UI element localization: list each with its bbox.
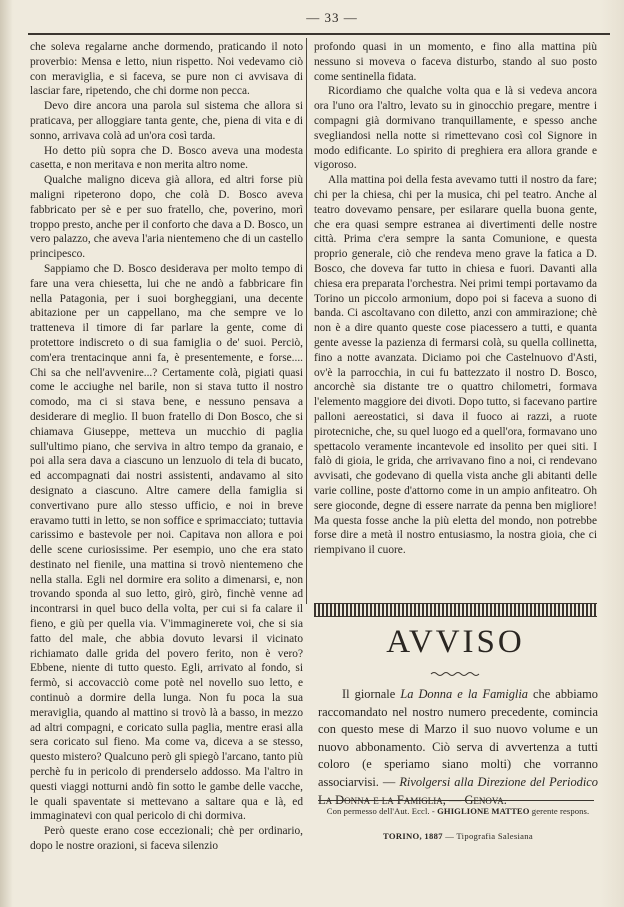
credit-name: GHIGLIONE MATTEO: [437, 806, 530, 816]
notice-text-run: Rivolgersi alla Direzione del Periodico: [399, 774, 598, 789]
paragraph: Qualche maligno diceva già allora, ed altri forse più maligni ripeterono dopo, che colà D. Bosco aveva fabbricato per sè e per suo fratello, che, poverino, morì troppo presto, anche per il conforto che dava a D. Bosco, un vero palazzo, che aveva l'aria nientemeno che di un castello principesco.: [30, 174, 303, 261]
credit-suffix: gerente respons.: [529, 806, 590, 816]
paragraph: Ho detto più sopra che D. Bosco aveva una modesta casetta, e non meritava e non merita altro nome.: [30, 144, 303, 172]
publication-credit: [318, 806, 598, 816]
page-number: — 33 —: [306, 10, 358, 25]
notice-title: AVVISO: [386, 624, 525, 660]
paragraph: Sappiamo che D. Bosco desiderava per molto tempo di fare una vera chiesetta, lui che ne andò a fabbricare fin nella Patagonia, per i suoi borgheggiani, una decente abitazione per un cappellano, ma che sempre ve lo tratteneva il timore di far parlare la gente, come di protettore indiscreto o di sua famiglia o de' suoi. Perciò, com'era trentacinque anni fa, è presentemente, e forse.... Chi sa che nell'avvenire...? Certamente colà, pigiati quasi come le acciughe nel barile, non si stava tutto il nostro comodo, ma ci si stava bene, e nessuno pensava a desiderare di meglio. Il buon fratello di Don Bosco, che si chiamava Giuseppe, metteva un mucchio di paglia sull'ultimo piano, che serviva in altro tempo da granaio, e poi alla sera dava a ciascuno un lenzuolo di tela di bucato, ed accompagnati dai nostri assistenti, andavamo al sito designato a ciascuno. Altre camere della famiglia si convertivano pure allo stesso ufficio, e noi in breve eravamo tutti in letto, se non soffice e sprimacciato; tuttavia carissimo e bastevole per noi. Capitava non allora e poi delle scene curiosissime. Per esempio, uno che era stato destinato nel fienile, una mattina si trovò nientemeno che nella stalla. Egli nel dormire era solito a dimenarsi, e, non trovando sponda al suo letto, girò, girò, finchè venne ad incontrarsi in quel buco della volta, per cui si fa calare il fieno, e giù per quella via. V'immaginerete voi, che si sia fatto del male, che abbia dovuto levarsi il vicinato richiamato dalle grida del povero ferito, non è vero? Ebbene, niente di tutto questo. Egli, arrivato al fondo, si fermò, si accovacciò come potè nel novello suo letto, e continuò a dormire della lunga. Non fu poca la sua meraviglia, quando al mattino si trovò là a basso, in mezzo ad altri compagni, e coricato sulla paglia, mentre erasi alla sera coricato sul fieno. Ma come va, diceva a se stesso, questo mistero? Qualcuno però gli spiegò l'arcano, tanto più perchè fu in pericolo di prenderselo addosso. Ma l'altro in questi viaggi notturni andò fin sotto le gambe delle vacche, le quali spaventate si mettevano a saltare qua e là, ed immaginatevi con qual pericolo di chi dormiva.: [30, 262, 303, 823]
decorative-flourish: [430, 670, 480, 678]
paragraph: Però queste erano cose eccezionali; chè per ordinario, dopo le nostre orazioni, si faceva silenzio: [30, 825, 303, 853]
notice-body: [318, 686, 598, 809]
paragraph: Ricordiamo che qualche volta qua e là si vedeva ancora ora l'uno ora l'altro, levato su in ginocchio pregare, mentre i compagni già dormivano tranquillamente, e spesso anche svegliandosi nella notte si rimettevano così col Signore in modo edificante. Lo spirito di preghiera era allora grande e vigoroso.: [314, 85, 597, 172]
printer-imprint: [318, 831, 598, 841]
printer-name: — Tipografia Salesiana: [442, 831, 533, 841]
credit-rule: [318, 800, 594, 801]
paragraph: Devo dire ancora una parola sul sistema che allora si praticava, per alloggiare tanta gente, che, piena di vita e di sonno, arrivava colà ad un'ora così tarda.: [30, 100, 303, 142]
left-column: [30, 40, 303, 880]
notice-text-run: Genova: [464, 792, 504, 807]
binding-shadow: [0, 0, 12, 907]
notice-text-run: La Donna e la Famiglia: [400, 687, 528, 701]
notice-text-run: che abbiamo raccomandato nel nostro numero precedente, comincia con questo mese di Marzo il suo nuovo volume e un nuovo abbonamento. Ciò serva di avvertenza a tutti coloro (e speriamo siano molti) che vorranno associarvisi. —: [318, 687, 598, 789]
notice-text-run: La Donna e la Famiglia: [318, 792, 443, 807]
right-column: [314, 40, 597, 558]
paragraph: profondo quasi in un momento, e fino alla mattina più nessuno si moveva o faceva disturbo, stando al suo posto come sentinella fidata.: [314, 41, 597, 83]
credit-prefix: Con permesso dell'Aut. Eccl. -: [326, 806, 438, 816]
notice-text-run: , —: [442, 792, 465, 807]
paragraph: Alla mattina poi della festa avevamo tutti il nostro da fare; chi per la chiesa, chi per la musica, chi pel teatro. Anche al teatro dovevamo pensare, per esilarare quella buona gente, che era quasi sempre estranea ai divertimenti delle nostre città. Prima c'era sempre la santa Comunione, e questa proprio generale, ciò che rendeva meno grave la fatica a D. Bosco, che doveva far tutto in chiesa e fuori. Davanti alla chiesa era preparata l'orchestra. Nei primi tempi portavamo da Torino un piccolo armonium, dopo poi si faceva a suono di banda. Ci ascoltavano con diletto, anzi con ammirazione; chè non è a dire quanto queste cose piacessero a tutti, e quanta gente avesse la pazienza di fermarsi colà, su quella collinetta, fino a notte avanzata. Diciamo poi che Castelnuovo d'Asti, ov'è la parrocchia, in cui fu battezzato il nostro D. Bosco, ancorchè sia distante tre o quattro chilometri, formava l'elemento maggiore dei divoti. Dopo tutto, si facevano partire palloni aereostatici, si dava il fuoco ai razzi, a ruote pirotecniche, che, su quel luogo ed a quell'ora, formavano uno spettacolo veramente incantevole ed insolito per quei siti. I falò di gioia, le grida, che arrivavano fino a noi, ci rendevano avvisati, che godevano di quella vista anche gli abitanti delle varie colline, poste d'attorno come in un ampio anfiteatro. Oh sere gioconde, degne di essere narrate da penna ben migliore! Ma questa fosse anche la più eletta del mondo, non potrebbe forse dire a metà il nostro entusiasmo, la nostra gioia, che ci riempivano il cuore.: [314, 174, 597, 557]
printer-city: TORINO, 1887: [383, 831, 443, 841]
notice-text-run: Il giornale: [342, 687, 401, 701]
notice-paragraph: [318, 686, 598, 809]
paragraph: che soleva regalarne anche dormendo, praticando il noto proverbio: Mensa e letto, niun rispetto. Noi vedevamo ciò con meraviglia, e si faceva, se pure non ci avvisava di lasciar fare, ripetendo, che chi dorme non pecca.: [30, 41, 303, 98]
ornamental-border: [314, 603, 597, 617]
header-rule: [28, 33, 610, 35]
column-divider: [306, 38, 307, 604]
notice-text-run: .: [503, 792, 507, 807]
